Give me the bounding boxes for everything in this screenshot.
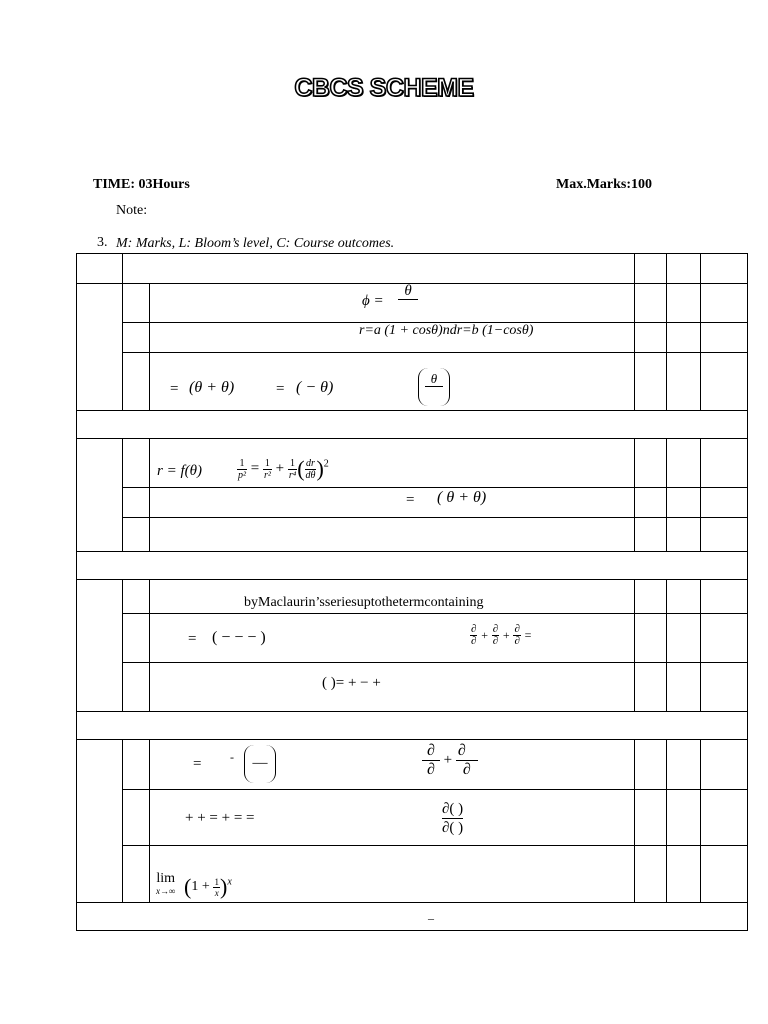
col-line [666, 253, 667, 411]
row-line [76, 739, 748, 740]
q1a-theta: θ [404, 283, 412, 299]
row-line [76, 410, 748, 411]
q1c-expr-1: (θ + θ) [189, 379, 235, 396]
q1c-expr-2: ( − θ) [296, 379, 334, 396]
subrow-line [122, 845, 748, 846]
q3b-partials: $\frac{\partial}{\partial}$ + $\frac{\partial}{\partial}$ + $\frac{\partial}{\partial}$ = [471, 623, 532, 647]
subrow-line [122, 487, 748, 488]
q2a-rhs: $\frac{1}{\text{p²}}$ = $\frac{1}{\text{r²}}$ + $\frac{1}{\text{r⁴}}$ ( $\frac{dr}{d\theta}$ )$^2$ [238, 456, 329, 481]
q2a-square: 2 [323, 458, 329, 470]
col-line [122, 438, 123, 552]
q1a-fraction [398, 283, 418, 300]
q3c-formula: ( )= + − + [322, 675, 381, 691]
q1c-eq-1: = [170, 381, 179, 397]
row-line [76, 438, 748, 439]
q4b-jacobian [442, 800, 463, 837]
q1c-bracket [418, 368, 450, 406]
last-row-text: – [428, 911, 434, 925]
subrow-line [122, 789, 748, 790]
q1c-eq-2: = [276, 381, 285, 397]
col-line [149, 283, 150, 411]
q4a-bracket [244, 745, 276, 783]
q3b-partial-1: $\frac{\partial}{\partial}$ [471, 623, 477, 647]
q3b-partial-3: $\frac{\partial}{\partial}$ [514, 623, 520, 647]
q4a-plus: + [443, 751, 453, 768]
q1a-formula [362, 293, 384, 310]
q4a-partial-2: $\frac{\partial}{\partial}$ [456, 742, 478, 779]
q2a-frac-r2: $\frac{1}{\text{r²}}$ [263, 457, 271, 481]
q1a-lhs: ϕ = [362, 293, 384, 309]
col-line [149, 579, 150, 712]
subrow-line [122, 613, 748, 614]
col-line [634, 739, 635, 903]
q4a-partials [422, 742, 478, 779]
q2a-eq: = [250, 460, 260, 477]
q4a-inner: — [252, 755, 268, 771]
col-line [149, 739, 150, 903]
max-marks: Max.Marks:100 [556, 177, 653, 192]
q3b-partial-2: $\frac{\partial}{\partial}$ [492, 623, 499, 647]
exam-time: TIME: 03Hours [93, 177, 190, 192]
q2a-plus: + [275, 460, 285, 477]
table-border-right [747, 253, 748, 931]
col-line [700, 253, 701, 411]
q4c-expr: (1 + $\frac{1}{x}$ )$^x$ [184, 874, 232, 899]
q4a-dash: - [230, 750, 234, 764]
col-line [122, 253, 123, 411]
q2b-eq: = [406, 492, 415, 508]
q2a-lhs: r = f(θ) [157, 463, 202, 479]
note-item-number: 3. [97, 235, 108, 250]
scheme-banner: CBCS SCHEME [294, 74, 474, 102]
q4b-den: ∂( ) [442, 820, 464, 836]
subrow-line [122, 662, 748, 663]
row-line [76, 551, 748, 552]
col-line [700, 579, 701, 712]
col-line [634, 438, 635, 552]
col-line [634, 253, 635, 411]
col-line [700, 438, 701, 552]
q4c-frac: $\frac{1}{x}$ [214, 876, 219, 898]
col-line [634, 579, 635, 712]
row-line [76, 902, 748, 903]
col-line [122, 579, 123, 712]
q1c-frac-num: θ [425, 371, 443, 387]
subrow-line [122, 352, 748, 353]
col-line [666, 739, 667, 903]
q4c-limit [156, 873, 175, 897]
col-line [666, 579, 667, 712]
q4b-num: ∂( ) [442, 801, 464, 817]
q4a-eq: = [193, 756, 202, 772]
row-line [76, 579, 748, 580]
q3b-expr: ( − − − ) [212, 629, 266, 646]
table-border-top [76, 253, 748, 254]
note-item-text: M: Marks, L: Bloom’s level, C: Course outcomes. [116, 236, 395, 251]
q4b-formula: + + = + = = [185, 810, 255, 826]
q3a-text: byMaclaurin’sseriesuptothetermcontaining [244, 595, 484, 610]
note-label: Note: [116, 203, 148, 218]
subrow-line [122, 517, 748, 518]
col-line [700, 739, 701, 903]
col-line [122, 739, 123, 903]
table-border-bottom [76, 930, 748, 931]
q4c-sub: x→∞ [156, 886, 176, 896]
table-border-left [76, 253, 77, 931]
col-line [666, 438, 667, 552]
q2a-frac-r4: $\frac{1}{\text{r⁴}}$ [288, 457, 297, 481]
q3b-eq: = [188, 631, 197, 647]
q4c-lim: lim [156, 871, 176, 886]
q2a-deriv: $\frac{dr}{d\theta}$ [305, 457, 316, 481]
q1b-formula: r=a (1 + cosθ)ndr=b (1−cosθ) [359, 323, 534, 338]
row-line [76, 711, 748, 712]
q2b-expr: ( θ + θ) [437, 489, 487, 506]
col-line [149, 438, 150, 552]
q4a-partial-1: $\frac{\partial}{\partial}$ [422, 742, 440, 779]
q2a-frac-p: $\frac{1}{\text{p²}}$ [238, 457, 246, 481]
q4c-exponent: x [227, 876, 232, 888]
